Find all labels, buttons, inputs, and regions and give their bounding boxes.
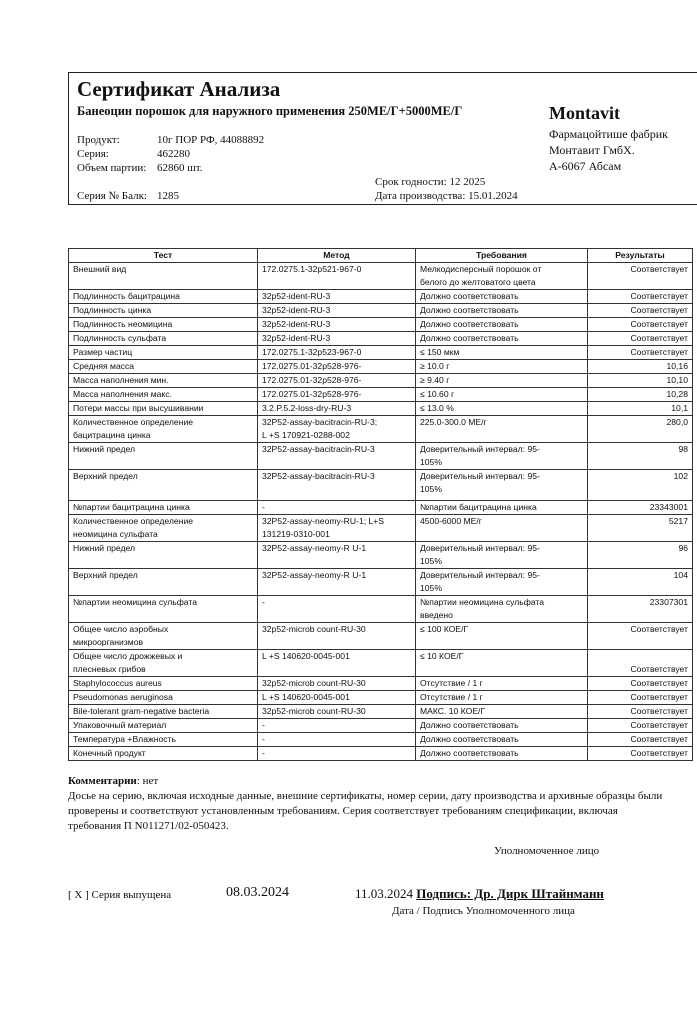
test-cell: Масса наполнения мин. [69, 374, 258, 388]
signature-caption: Дата / Подпись Уполномоченного лица [392, 905, 575, 917]
address-line: Монтавит ГмбХ. [549, 143, 635, 157]
result-cell: 98 [588, 443, 693, 470]
test-cell: Потери массы при высушивании [69, 402, 258, 416]
requirement-cell: ≤ 10 КОЕ/Г [416, 650, 588, 677]
result-cell: 102 [588, 470, 693, 501]
method-cell: L +S 140620-0045-001 [258, 691, 416, 705]
method-cell: 32p52-ident-RU-3 [258, 290, 416, 304]
requirement-cell: Должно соответствовать [416, 318, 588, 332]
test-cell: Staphylococcus aureus [69, 677, 258, 691]
test-cell: Масса наполнения макс. [69, 388, 258, 402]
table-row [69, 623, 693, 650]
requirement-cell: ≥ 10.0 г [416, 360, 588, 374]
test-cell: Подлинность бацитрацина [69, 290, 258, 304]
result-cell: Соответствует [588, 290, 693, 304]
field-label: Объем партии: [77, 162, 147, 174]
field-label: Серия: [77, 148, 109, 160]
test-cell: Температура +Влажность [69, 733, 258, 747]
comments-text: Досье на серию, включая исходные данные, внешние сертификаты, номер серии, дату производства и архивные образцы были проверены и соответствуют установленным требованиям. Серия соответствует требованиям спецификации, включая требования П N011271/02-050423. [68, 790, 663, 832]
comments-label: Комментарии [68, 775, 137, 787]
test-cell: Верхний предел [69, 470, 258, 501]
table-row [69, 304, 693, 318]
table-row [69, 388, 693, 402]
table-row [69, 691, 693, 705]
method-cell: 3.2.P.5.2-loss-dry-RU-3 [258, 402, 416, 416]
certificate-header [68, 72, 697, 205]
signature-line [355, 886, 604, 902]
test-cell: Подлинность цинка [69, 304, 258, 318]
method-cell: 172.0275.1-32p523-967-0 [258, 346, 416, 360]
field-value: 10г ПОР РФ, 44088892 [157, 134, 265, 146]
method-cell: 32P52-assay-neomy-R U-1 [258, 569, 416, 596]
column-header-results: Результаты [588, 249, 693, 263]
release-date: 08.03.2024 [226, 885, 289, 900]
requirement-cell: 225.0-300.0 МЕ/г [416, 416, 588, 443]
table-row [69, 733, 693, 747]
table-row [69, 747, 693, 761]
table-row [69, 374, 693, 388]
method-cell: - [258, 719, 416, 733]
table-row [69, 719, 693, 733]
requirement-cell: ≤ 13.0 % [416, 402, 588, 416]
test-cell: Верхний предел [69, 569, 258, 596]
result-cell: 5217 [588, 515, 693, 542]
method-cell: L +S 140620-0045-001 [258, 650, 416, 677]
test-cell: Pseudomonas aeruginosa [69, 691, 258, 705]
test-cell: №партии бацитрацина цинка [69, 501, 258, 515]
table-row [69, 596, 693, 623]
result-cell: 10,28 [588, 388, 693, 402]
result-cell: 23343001 [588, 501, 693, 515]
test-cell: Общее число дрожжевых и плесневых грибов [69, 650, 258, 677]
test-cell: Количественное определение неомицина сульфата [69, 515, 258, 542]
requirement-cell: 4500-6000 МЕ/г [416, 515, 588, 542]
method-cell: 32p52-ident-RU-3 [258, 304, 416, 318]
table-row [69, 705, 693, 719]
production-date: Дата производства: 15.01.2024 [375, 190, 518, 202]
method-cell: 32p52-ident-RU-3 [258, 318, 416, 332]
table-row [69, 263, 693, 290]
result-cell: 10,1 [588, 402, 693, 416]
result-cell: Соответствует [588, 332, 693, 346]
requirement-cell: ≤ 100 КОЕ/Г [416, 623, 588, 650]
method-cell: 32P52-assay-bacitracin-RU-3; L +S 170921-0288-002 [258, 416, 416, 443]
table-row [69, 677, 693, 691]
result-cell: 280,0 [588, 416, 693, 443]
method-cell: 172.0275.01-32p528-976- [258, 360, 416, 374]
method-cell: 32p52-microb count-RU-30 [258, 677, 416, 691]
field-label: Серия № Балк: [77, 190, 147, 202]
table-row [69, 569, 693, 596]
requirement-cell: Должно соответствовать [416, 304, 588, 318]
test-cell: Конечный продукт [69, 747, 258, 761]
requirement-cell: Должно соответствовать [416, 733, 588, 747]
table-row [69, 290, 693, 304]
test-cell: Подлинность неомицина [69, 318, 258, 332]
requirement-cell: Должно соответствовать [416, 719, 588, 733]
result-cell: 104 [588, 569, 693, 596]
test-cell: Нижний предел [69, 542, 258, 569]
result-cell: Соответствует [588, 733, 693, 747]
table-row [69, 542, 693, 569]
requirement-cell: ≤ 150 мкм [416, 346, 588, 360]
method-cell: 172.0275.01-32p528-976- [258, 388, 416, 402]
method-cell: 172.0275.1-32p521-967-0 [258, 263, 416, 290]
requirement-cell: Доверительный интервал: 95- 105% [416, 470, 588, 501]
test-cell: Нижний предел [69, 443, 258, 470]
sign-date: 11.03.2024 [355, 886, 414, 901]
table-row [69, 501, 693, 515]
test-cell: №партии неомицина сульфата [69, 596, 258, 623]
table-row [69, 515, 693, 542]
requirement-cell: ≥ 9.40 г [416, 374, 588, 388]
requirement-cell: Должно соответствовать [416, 747, 588, 761]
result-cell: Соответствует [588, 623, 693, 650]
result-cell: 96 [588, 542, 693, 569]
column-header-test: Тест [69, 249, 258, 263]
method-cell: 32p52-ident-RU-3 [258, 332, 416, 346]
method-cell: 32p52-microb count-RU-30 [258, 705, 416, 719]
dates [375, 175, 518, 203]
test-cell: Размер частиц [69, 346, 258, 360]
address-line: А-6067 Абсам [549, 159, 622, 173]
expiry-date: Срок годности: 12 2025 [375, 176, 486, 188]
table-row [69, 346, 693, 360]
result-cell: Соответствует [588, 318, 693, 332]
result-cell: 10,10 [588, 374, 693, 388]
requirement-cell: Доверительный интервал: 95- 105% [416, 569, 588, 596]
requirement-cell: Отсутствие / 1 г [416, 691, 588, 705]
requirement-cell: Доверительный интервал: 95- 105% [416, 443, 588, 470]
test-cell: Подлинность сульфата [69, 332, 258, 346]
method-cell: - [258, 501, 416, 515]
result-cell: Соответствует [588, 677, 693, 691]
result-cell: 10,16 [588, 360, 693, 374]
comments-section [68, 774, 668, 834]
qp-title: Уполномоченное лицо [494, 845, 600, 857]
requirement-cell: Должно соответствовать [416, 290, 588, 304]
result-cell: 23307301 [588, 596, 693, 623]
test-cell: Количественное определение бацитрацина цинка [69, 416, 258, 443]
method-cell: - [258, 596, 416, 623]
requirement-cell: №партии бацитрацина цинка [416, 501, 588, 515]
test-cell: Bile-tolerant gram-negative bacteria [69, 705, 258, 719]
requirement-cell: Отсутствие / 1 г [416, 677, 588, 691]
method-cell: 172.0275.01-32p528-976- [258, 374, 416, 388]
test-cell: Упаковочный материал [69, 719, 258, 733]
table-row [69, 332, 693, 346]
column-header-requirements: Требования [416, 249, 588, 263]
result-cell: Соответствует [588, 263, 693, 290]
method-cell: - [258, 747, 416, 761]
result-cell: Соответствует [588, 346, 693, 360]
method-cell: 32P52-assay-bacitracin-RU-3 [258, 443, 416, 470]
field-value: 1285 [157, 190, 179, 202]
signature: Подпись: Др. Дирк Штайнманн [416, 886, 604, 901]
test-cell: Средняя масса [69, 360, 258, 374]
manufacturer-address [549, 126, 668, 174]
product-subtitle: Банеоцин порошок для наружного применения 250МЕ/Г+5000МЕ/Г [77, 104, 463, 118]
table-header-row [69, 249, 693, 263]
method-cell: 32P52-assay-bacitracin-RU-3 [258, 470, 416, 501]
requirement-cell: ≤ 10.60 г [416, 388, 588, 402]
table-row [69, 360, 693, 374]
requirement-cell: Доверительный интервал: 95- 105% [416, 542, 588, 569]
field-value: 62860 шт. [157, 162, 203, 174]
comments-value: : нет [136, 775, 159, 787]
brand-logo: Montavit [549, 103, 620, 123]
test-cell: Внешний вид [69, 263, 258, 290]
field-value: 462280 [157, 148, 190, 160]
field-label: Продукт: [77, 134, 120, 146]
requirement-cell: МАКС. 10 КОЕ/Г [416, 705, 588, 719]
table-row [69, 416, 693, 443]
method-cell: 32P52-assay-neomy-R U-1 [258, 542, 416, 569]
result-cell: Соответствует [588, 650, 693, 677]
result-cell: Соответствует [588, 691, 693, 705]
result-cell: Соответствует [588, 747, 693, 761]
table-row [69, 443, 693, 470]
page-title: Сертификат Анализа [77, 77, 281, 101]
result-cell: Соответствует [588, 304, 693, 318]
method-cell: - [258, 733, 416, 747]
table-row [69, 650, 693, 677]
table-row [69, 470, 693, 501]
method-cell: 32p52-microb count-RU-30 [258, 623, 416, 650]
result-cell: Соответствует [588, 705, 693, 719]
table-row [69, 318, 693, 332]
table-row [69, 402, 693, 416]
results-table [68, 248, 693, 761]
address-line: Фармацойтише фабрик [549, 127, 668, 141]
requirement-cell: Мелкодисперсный порошок от белого до желтоватого цвета [416, 263, 588, 290]
requirement-cell: Должно соответствовать [416, 332, 588, 346]
result-cell: Соответствует [588, 719, 693, 733]
column-header-method: Метод [258, 249, 416, 263]
method-cell: 32P52-assay-neomy-RU-1; L+S 131219-0310-001 [258, 515, 416, 542]
requirement-cell: №партии неомицина сульфата введено [416, 596, 588, 623]
batch-released-checkbox: [ X ] Серия выпущена [68, 889, 172, 901]
test-cell: Общее число аэробных микроорганизмов [69, 623, 258, 650]
